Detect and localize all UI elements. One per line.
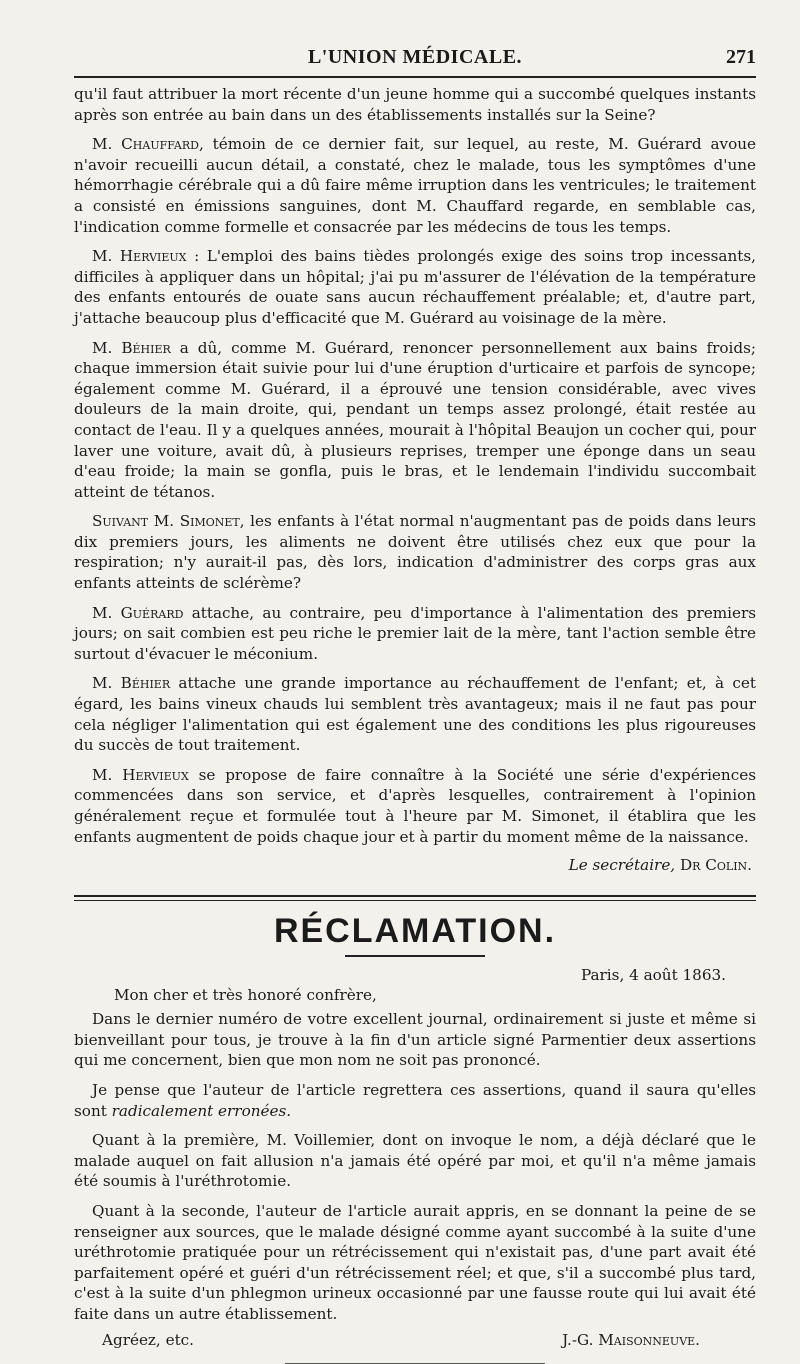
journal-page [74,38,756,1364]
letter-body [74,1009,756,1324]
paragraph: M. Hervieux : L'emploi des bains tièdes prolongés exige des soins trop incessants, difficiles à appliquer dans un hôpital; j'ai pu m'assurer de l'élévation de la température des enfants entourés de ouate sans aucun réchauffement préalable; et, d'autre part, j'attache beaucoup plus d'efficacité que M. Guérard au voisinage de la mère. [74,247,756,327]
page-number: 271 [726,46,756,68]
section-title: RÉCLAMATION. [273,912,557,951]
paragraph: Je pense que l'auteur de l'article regrettera ces assertions, quand il saura qu'elles sont radicalement erronées. [74,1080,756,1120]
speaker-name: M. Hervieux [92,765,189,784]
paragraph: M. Béhier a dû, comme M. Guérard, renoncer personnellement aux bains froids; chaque immersion était suivie pour lui d'une éruption d'urticaire et parfois de syncope; également comme M. Guérard, il a éprouvé une tension considérable, avec vives douleurs de la main droite, qui, pendant un temps assez prolongé, était restée au contact de l'eau. Il y a quelques années, mourait à l'hôpital Beaujon un cocher qui, pour laver une voiture, avait dû, à plusieurs reprises, tremper une éponge dans un seau d'eau froide; la main se gonfla, puis le bras, et le lendemain l'individu succombait atteint de tétanos. [74,338,756,501]
running-header [74,38,756,72]
speaker-name: M. Chauffard, [92,135,204,154]
speaker-name: M. Béhier [92,338,171,357]
paragraph: Quant à la première, M. Voillemier, dont on invoque le nom, a déjà déclaré que le malade auquel on fait allusion n'a jamais été opéré par moi, et qu'il n'a même jamais été soumis à l'uréthrotomie. [74,1131,756,1191]
section-divider [74,895,756,901]
header-rule [74,76,756,78]
secretary-signature: Le secrétaire, Dr Colin. [568,856,752,875]
paragraph: M. Chauffard, témoin de ce dernier fait, sur lequel, au reste, M. Guérard avoue n'avoir recueilli aucun détail, a constaté, chez le malade, tous les symptômes d'une hémorrhagie cérébrale qui a dû faire même irruption dans les ventricules; le traitement a consisté en émissions sanguines, dont M. Chauffard regarde, en semblable cas, l'indication comme formelle et consacrée par les médecins de tous les temps. [74,135,756,236]
paragraph: Dans le dernier numéro de votre excellent journal, ordinairement si juste et même si bienveillant pour tous, je trouve à la fin d'un article signé Parmentier deux assertions qui me concernent, bien que mon nom ne soit pas prononcé. [74,1010,756,1070]
discussion-section [74,84,756,847]
speaker-name: M. Guérard [92,603,184,622]
speaker-name: M. Béhier [92,674,171,693]
salutation: Mon cher et très honoré confrère, [114,986,377,1005]
paragraph: M. Guérard attache, au contraire, peu d'importance à l'alimentation des premiers jours; on sait combien est peu riche le premier lait de la mère, tant l'action semble être surtout d'évacuer le méconium. [74,603,756,663]
paragraph: Quant à la seconde, l'auteur de l'article aurait appris, en se donnant la peine de se renseigner aux sources, que le malade désigné comme ayant succombé à la suite d'une uréthrotomie pratiquée pour un rétrécissement qui n'existait pas, d'une part avait été parfaitement opéré et guéri d'un rétrécissement réel; et que, s'il a succombé plus tard, c'est à la suite d'un phlegmon urineux occasionné par une fausse route qui lui avait été faite dans un autre établissement. [74,1201,756,1323]
speaker-name: M. Hervieux [92,247,187,266]
journal-title: L'UNION MÉDICALE. [307,46,523,68]
paragraph: qu'il faut attribuer la mort récente d'un jeune homme qui a succombé quelques instants après son entrée au bain dans un des établissements installés sur la Seine? [74,85,756,124]
emphasis: radicalement erronées. [111,1101,292,1120]
paragraph: M. Béhier attache une grande importance au réchauffement de l'enfant; et, à cet égard, les bains vineux chauds lui semblent très avantageux; mais il ne faut pas pour cela négliger l'alimentation qui est également une des conditions les plus rigoureuses du succès de tout traitement. [74,674,756,755]
title-rule [345,955,485,957]
closing-formula: Agréez, etc. [102,1330,195,1349]
letter-closing [74,1331,756,1355]
speaker-name: Suivant M. Simonet, [92,512,245,531]
footer-rule [285,1363,545,1364]
paragraph: M. Hervieux se propose de faire connaître à la Société une série d'expériences commencées dans son service, et d'après lesquelles, contrairement à l'opinion généralement reçue et formulée tout à l'heure par M. Simonet, il établira que les enfants augmentent de poids chaque jour et à partir du moment même de la naissance. [74,765,756,846]
letter-author: J.-G. Maisonneuve. [562,1330,700,1349]
paragraph: Suivant M. Simonet, les enfants à l'état normal n'augmentant pas de poids dans leurs dix premiers jours, les aliments ne doivent être utilisés chez eux que pour la respiration; n'y aurait-il pas, dès lors, indication d'administrer des corps gras aux enfants atteints de sclérème? [74,512,756,593]
dateline: Paris, 4 août 1863. [580,966,726,985]
